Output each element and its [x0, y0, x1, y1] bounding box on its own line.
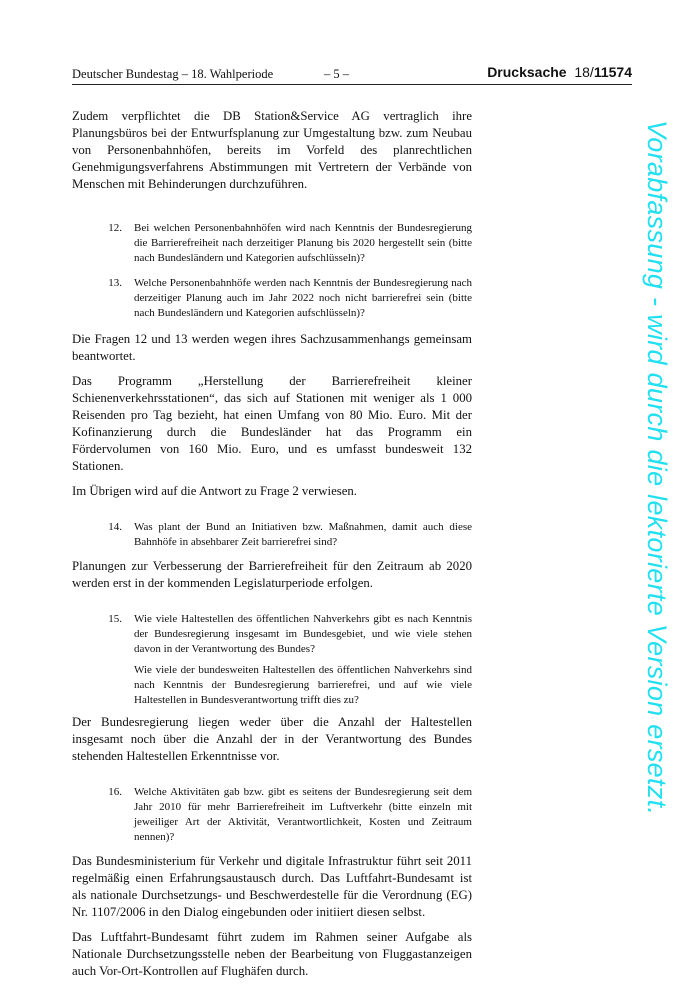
question-13	[72, 276, 472, 321]
header-doc-number: 11574	[593, 64, 632, 80]
answer-paragraph: Der Bundesregierung liegen weder über die Anzahl der Haltestellen insgesamt noch über die Anzahl der in der Verantwortung des Bundes stehenden Haltestellen Erkenntnisse vor.	[72, 715, 472, 763]
header-doc-prefix: 18/	[574, 64, 594, 80]
answer-paragraph: Die Fragen 12 und 13 werden wegen ihres Sachzusammenhangs gemeinsam beantwortet.	[72, 332, 472, 363]
question-text: Welche Aktivitäten gab bzw. gibt es seitens der Bundesregierung seit dem Jahr 2010 für mehr Barrierefreiheit im Luftverkehr (bitte einzeln mit jeweiliger Art der Aktivität, Verantwortlichkeit, Kosten und Zeitraum nennen)?	[134, 786, 472, 843]
question-number: 13.	[108, 277, 122, 289]
question-text: Welche Personenbahnhöfe werden nach Kenntnis der Bundesregierung nach derzeitiger Planung auch im Jahr 2022 noch nicht barrierefrei sein (bitte nach Bundesländern und Kategorien aufschlüsseln)?	[134, 277, 472, 319]
question-15	[72, 612, 472, 657]
question-text: Wie viele Haltestellen des öffentlichen Nahverkehrs gibt es nach Kenntnis der Bundesregierung insgesamt im Bundesgebiet, und wie viele stehen davon in der Verantwortung des Bundes?	[134, 613, 472, 655]
header-parliament: Deutscher Bundestag – 18. Wahlperiode	[72, 67, 274, 81]
answer-paragraph: Das Bundesministerium für Verkehr und digitale Infrastruktur führt seit 2011 regelmäßig einen Erfahrungsaustausch durch. Das Luftfahrt-Bundesamt ist als nationale Durchsetzungs- und Beschwerdestelle für die Verordnung (EG) Nr. 1107/2006 in den Dialog eingebunden oder initiiert diesen selbst.	[72, 854, 472, 919]
document-body	[72, 108, 472, 988]
answer-paragraph: Das Luftfahrt-Bundesamt führt zudem im Rahmen seiner Aufgabe als Nationale Durchsetzungsstelle neben der Bearbeitung von Fluggastanzeigen auch Vor-Ort-Kontrollen auf Flughäfen durch.	[72, 930, 472, 978]
question-16	[72, 785, 472, 845]
draft-watermark: Vorabfassung - wird durch die lektorierte Version ersetzt.	[642, 120, 672, 816]
question-12	[72, 221, 472, 266]
page-header	[72, 64, 632, 85]
question-number: 12.	[108, 222, 122, 234]
question-text: Bei welchen Personenbahnhöfen wird nach Kenntnis der Bundesregierung die Barrierefreiheit nach derzeitiger Planung bis 2020 hergestellt sein (bitte nach Bundesländern und Kategorien aufschlüsseln)?	[134, 222, 472, 264]
answer-paragraph: Im Übrigen wird auf die Antwort zu Frage 2 verwiesen.	[72, 484, 358, 498]
header-page-number: – 5 –	[324, 67, 349, 81]
answer-paragraph: Planungen zur Verbesserung der Barrierefreiheit für den Zeitraum ab 2020 werden erst in der kommenden Legislaturperiode erfolgen.	[72, 559, 472, 590]
question-number: 15.	[108, 613, 122, 625]
header-document-number	[487, 64, 632, 80]
header-doc-label: Drucksache	[487, 64, 567, 80]
question-number: 14.	[108, 521, 122, 533]
answer-paragraph: Das Programm „Herstellung der Barrierefreiheit kleiner Schienenverkehrsstationen“, das sich auf Stationen mit weniger als 1 000 Reisenden pro Tag bezieht, hat einen Umfang von 80 Mio. Euro. Mit der Kofinanzierung durch die Bundesländer hat das Programm ein Fördervolumen von 160 Mio. Euro, und es umfasst bundesweit 132 Stationen.	[72, 374, 472, 473]
question-number: 16.	[108, 786, 122, 798]
intro-paragraph: Zudem verpflichtet die DB Station&Service AG vertraglich ihre Planungsbüros bei der Entwurfsplanung zur Umgestaltung bzw. zum Neubau von Personenbahnhöfen, bereits im Vorfeld des planrechtlichen Genehmigungsverfahrens Abstimmungen mit Vertretern der Verbände von Menschen mit Behinderungen durchzuführen.	[72, 109, 472, 191]
question-14	[72, 520, 472, 550]
question-15-sub: Wie viele der bundesweiten Haltestellen des öffentlichen Nahverkehrs sind nach Kenntnis der Bundesregierung barrierefrei, und auf wie viele Haltestellen in Bundesverantwortung trifft dies zu?	[134, 664, 472, 706]
question-text: Was plant der Bund an Initiativen bzw. Maßnahmen, damit auch diese Bahnhöfe in absehbarer Zeit barrierefrei sind?	[134, 521, 472, 548]
